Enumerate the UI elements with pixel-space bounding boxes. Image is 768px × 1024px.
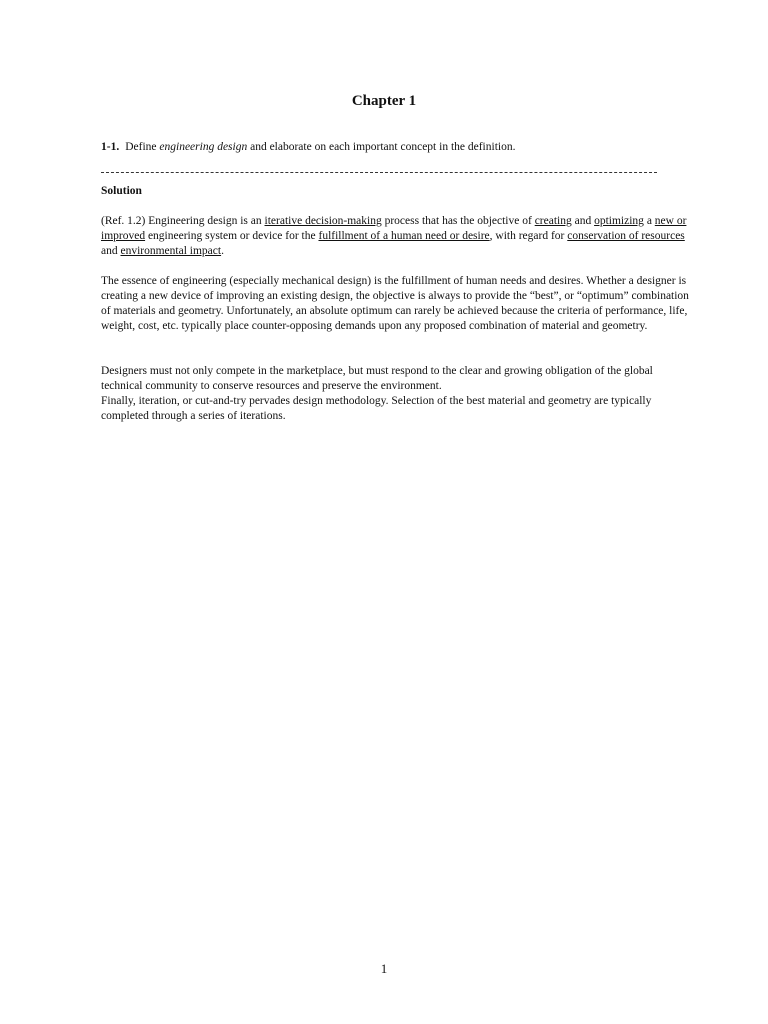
underlined-term: iterative decision-making [264,215,382,227]
problem-term: engineering design [159,141,248,153]
underlined-term: conservation of resources [567,230,685,242]
problem-number: 1-1. [101,141,120,153]
text-span: and [571,215,595,227]
solution-paragraph-essence: The essence of engineering (especially mechanical design) is the fulfillment of human needs and desires. Whether a designer is creating a new device of improving an existing design, the objective is always to provide the “best”, or “optimum” combination of materials and geometry. Unfortunately, an absolute optimum can rarely be achieved because the criteria of performance, life, weight, cost, etc. typically place counter-opposing demands upon any proposed combination of material and geometry. [101,275,689,332]
paragraph-designers-text: Designers must not only compete in the marketplace, but must respond to the clear and growing obligation of the global technical community to conserve resources and preserve the environment. [101,365,653,392]
underlined-term: environmental impact [120,245,222,257]
text-span: , with regard for [489,230,568,242]
underlined-term: new or improved [101,215,687,242]
underlined-term: creating [534,215,572,227]
problem-text-before: Define [125,141,160,153]
text-span: a [643,215,655,227]
solution-heading: Solution [101,185,142,197]
problem-text-after: and elaborate on each important concept in the definition. [247,141,516,153]
page-number: 1 [380,961,388,976]
text-span: and [101,245,121,257]
solution-paragraph-definition [101,214,691,259]
chapter-title: Chapter 1 [351,93,417,109]
paragraph-iteration-text: Finally, iteration, or cut-and-try pervades design methodology. Selection of the best material and geometry are typically completed through a series of iterations. [101,395,652,422]
text-span: . [221,245,224,257]
underlined-term: fulfillment of a human need or desire [318,230,490,242]
text-span: engineering system or device for the [145,230,319,242]
solution-paragraph-designers [101,364,691,424]
underlined-term: optimizing [594,215,644,227]
problem-statement [101,141,515,153]
text-span: process that has the objective of [381,215,535,227]
text-span: (Ref. 1.2) Engineering design is an [101,215,265,227]
dashed-divider [101,172,657,173]
